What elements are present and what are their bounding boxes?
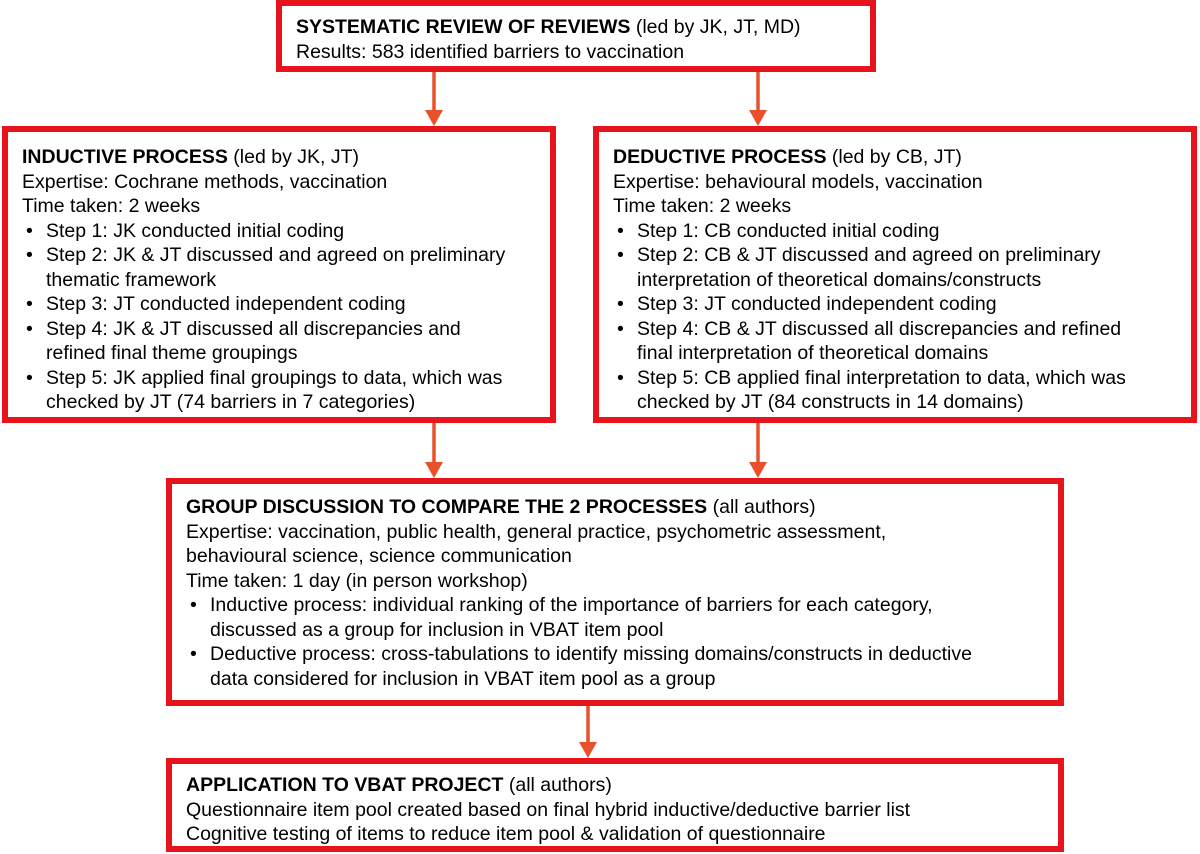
deductive-step: • Step 4: CB & JT discussed all discrepancies and refined final interpretation of theoretical domains — [613, 317, 1179, 366]
review-title-note: (led by JK, JT, MD) — [630, 16, 801, 38]
inductive-expertise: Expertise: Cochrane methods, vaccination — [22, 170, 388, 193]
inductive-step: • Step 4: JK & JT discussed all discrepancies and refined final theme groupings — [22, 317, 538, 366]
application-title-line — [186, 773, 1046, 798]
inductive-step: • Step 1: JK conducted initial coding — [22, 219, 538, 244]
inductive-step: • Step 2: JK & JT discussed and agreed on preliminary thematic framework — [22, 243, 538, 292]
inductive-time: Time taken: 2 weeks — [22, 195, 201, 217]
deductive-title-note: (led by CB, JT) — [826, 146, 962, 168]
inductive-title: INDUCTIVE PROCESS — [22, 146, 228, 168]
group-expertise: Expertise: vaccination, public health, general practice, psychometric assessment, behavioural science, science communication — [186, 520, 887, 567]
deductive-title: DEDUCTIVE PROCESS — [613, 146, 827, 168]
group-bullet: • Deductive process: cross-tabulations to identify missing domains/constructs in deductive data considered for inclusion in VBAT item pool as a group — [186, 642, 1046, 691]
systematic-review-box — [276, 0, 876, 72]
application-title: APPLICATION TO VBAT PROJECT — [186, 774, 504, 796]
deductive-steps — [613, 219, 1179, 415]
application-box — [166, 758, 1064, 852]
group-time: Time taken: 1 day (in person workshop) — [186, 569, 528, 592]
inductive-process-box — [2, 126, 556, 423]
deductive-process-box — [593, 126, 1197, 423]
group-title-line — [186, 495, 1046, 520]
group-title: GROUP DISCUSSION TO COMPARE THE 2 PROCESSES — [186, 496, 708, 518]
deductive-step: • Step 5: CB applied final interpretation to data, which was checked by JT (84 constructs in 14 domains) — [613, 366, 1179, 415]
deductive-title-line — [613, 145, 1179, 170]
group-bullets — [186, 593, 1046, 691]
application-line: Cognitive testing of items to reduce item pool & validation of questionnaire — [186, 823, 826, 845]
inductive-title-line — [22, 145, 538, 170]
group-discussion-box — [166, 478, 1064, 706]
inductive-step: • Step 3: JT conducted independent coding — [22, 292, 538, 317]
deductive-step: • Step 2: CB & JT discussed and agreed on preliminary interpretation of theoretical domains/constructs — [613, 243, 1179, 292]
inductive-step: • Step 5: JK applied final groupings to data, which was checked by JT (74 barriers in 7 categories) — [22, 366, 538, 415]
review-title-line — [296, 15, 858, 40]
inductive-steps — [22, 219, 538, 415]
deductive-step: • Step 3: JT conducted independent coding — [613, 292, 1179, 317]
group-bullet: • Inductive process: individual ranking of the importance of barriers for each category, discussed as a group for inclusion in VBAT item pool — [186, 593, 1046, 642]
deductive-expertise: Expertise: behavioural models, vaccination — [613, 170, 983, 193]
application-line: Questionnaire item pool created based on final hybrid inductive/deductive barrier list — [186, 798, 911, 821]
group-title-note: (all authors) — [707, 496, 816, 518]
deductive-time: Time taken: 2 weeks — [613, 195, 792, 217]
review-title: SYSTEMATIC REVIEW OF REVIEWS — [296, 16, 631, 38]
application-title-note: (all authors) — [503, 774, 612, 796]
review-results: Results: 583 identified barriers to vaccination — [296, 40, 685, 63]
inductive-title-note: (led by JK, JT) — [227, 146, 359, 168]
deductive-step: • Step 1: CB conducted initial coding — [613, 219, 1179, 244]
